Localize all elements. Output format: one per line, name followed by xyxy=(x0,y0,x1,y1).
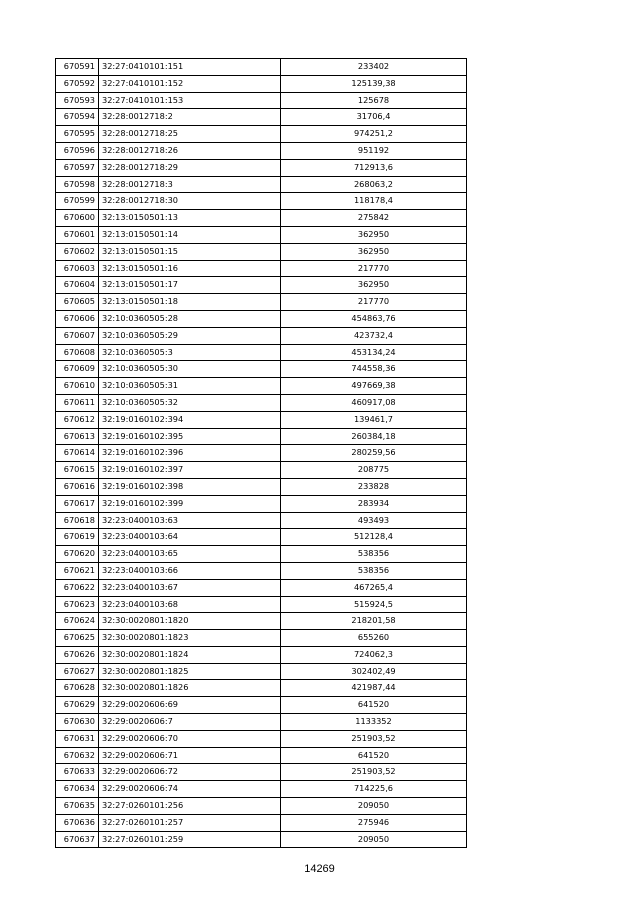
value-cell: 268063,2 xyxy=(281,176,467,193)
value-cell: 209050 xyxy=(281,798,467,815)
row-number-cell: 670624 xyxy=(56,613,99,630)
value-cell: 655260 xyxy=(281,630,467,647)
row-number-cell: 670598 xyxy=(56,176,99,193)
cadastral-number-cell: 32:30:0020801:1820 xyxy=(99,613,281,630)
cadastral-number-cell: 32:10:0360505:28 xyxy=(99,310,281,327)
table-row xyxy=(56,730,467,747)
cadastral-number-cell: 32:29:0020606:72 xyxy=(99,764,281,781)
cadastral-number-cell: 32:13:0150501:13 xyxy=(99,210,281,227)
cadastral-number-cell: 32:29:0020606:74 xyxy=(99,781,281,798)
cadastral-number-cell: 32:30:0020801:1826 xyxy=(99,680,281,697)
row-number-cell: 670597 xyxy=(56,159,99,176)
table-row xyxy=(56,226,467,243)
value-cell: 974251,2 xyxy=(281,126,467,143)
row-number-cell: 670616 xyxy=(56,478,99,495)
value-cell: 251903,52 xyxy=(281,730,467,747)
table-row xyxy=(56,512,467,529)
cadastral-number-cell: 32:29:0020606:71 xyxy=(99,747,281,764)
value-cell: 641520 xyxy=(281,747,467,764)
row-number-cell: 670621 xyxy=(56,562,99,579)
table-row xyxy=(56,176,467,193)
table-row xyxy=(56,579,467,596)
cadastral-number-cell: 32:28:0012718:29 xyxy=(99,159,281,176)
value-cell: 362950 xyxy=(281,243,467,260)
cadastral-number-cell: 32:28:0012718:30 xyxy=(99,193,281,210)
cadastral-number-cell: 32:28:0012718:2 xyxy=(99,109,281,126)
cadastral-number-cell: 32:13:0150501:15 xyxy=(99,243,281,260)
cadastral-number-cell: 32:19:0160102:396 xyxy=(99,445,281,462)
cadastral-number-cell: 32:19:0160102:399 xyxy=(99,495,281,512)
value-cell: 712913,6 xyxy=(281,159,467,176)
value-cell: 218201,58 xyxy=(281,613,467,630)
row-number-cell: 670630 xyxy=(56,714,99,731)
table-row xyxy=(56,310,467,327)
row-number-cell: 670610 xyxy=(56,378,99,395)
row-number-cell: 670596 xyxy=(56,142,99,159)
table-row xyxy=(56,327,467,344)
table-row xyxy=(56,243,467,260)
value-cell: 233402 xyxy=(281,59,467,76)
cadastral-number-cell: 32:23:0400103:64 xyxy=(99,529,281,546)
cadastral-number-cell: 32:10:0360505:3 xyxy=(99,344,281,361)
value-cell: 217770 xyxy=(281,260,467,277)
value-cell: 275946 xyxy=(281,814,467,831)
cadastral-number-cell: 32:29:0020606:7 xyxy=(99,714,281,731)
table-row xyxy=(56,361,467,378)
row-number-cell: 670637 xyxy=(56,831,99,848)
cadastral-number-cell: 32:19:0160102:394 xyxy=(99,411,281,428)
value-cell: 467265,4 xyxy=(281,579,467,596)
row-number-cell: 670625 xyxy=(56,630,99,647)
value-cell: 362950 xyxy=(281,277,467,294)
table-row xyxy=(56,781,467,798)
row-number-cell: 670612 xyxy=(56,411,99,428)
cadastral-number-cell: 32:27:0410101:152 xyxy=(99,75,281,92)
row-number-cell: 670607 xyxy=(56,327,99,344)
page-number: 14269 xyxy=(304,863,335,875)
table-row xyxy=(56,831,467,848)
table-row xyxy=(56,462,467,479)
table-row xyxy=(56,193,467,210)
value-cell: 233828 xyxy=(281,478,467,495)
cadastral-number-cell: 32:27:0260101:259 xyxy=(99,831,281,848)
cadastral-number-cell: 32:13:0150501:14 xyxy=(99,226,281,243)
row-number-cell: 670594 xyxy=(56,109,99,126)
row-number-cell: 670634 xyxy=(56,781,99,798)
value-cell: 209050 xyxy=(281,831,467,848)
table-row xyxy=(56,562,467,579)
row-number-cell: 670619 xyxy=(56,529,99,546)
cadastral-number-cell: 32:29:0020606:69 xyxy=(99,697,281,714)
row-number-cell: 670618 xyxy=(56,512,99,529)
value-cell: 453134,24 xyxy=(281,344,467,361)
value-cell: 125678 xyxy=(281,92,467,109)
cadastral-number-cell: 32:19:0160102:397 xyxy=(99,462,281,479)
value-cell: 125139,38 xyxy=(281,75,467,92)
cadastral-number-cell: 32:13:0150501:16 xyxy=(99,260,281,277)
cadastral-number-cell: 32:13:0150501:18 xyxy=(99,294,281,311)
row-number-cell: 670617 xyxy=(56,495,99,512)
table-row xyxy=(56,495,467,512)
row-number-cell: 670593 xyxy=(56,92,99,109)
value-cell: 460917,08 xyxy=(281,394,467,411)
cadastral-number-cell: 32:30:0020801:1825 xyxy=(99,663,281,680)
cadastral-number-cell: 32:13:0150501:17 xyxy=(99,277,281,294)
table-row xyxy=(56,663,467,680)
value-cell: 512128,4 xyxy=(281,529,467,546)
value-cell: 744558,36 xyxy=(281,361,467,378)
row-number-cell: 670636 xyxy=(56,814,99,831)
cadastral-number-cell: 32:28:0012718:26 xyxy=(99,142,281,159)
table-row xyxy=(56,159,467,176)
table-row xyxy=(56,142,467,159)
row-number-cell: 670604 xyxy=(56,277,99,294)
cadastral-number-cell: 32:27:0410101:153 xyxy=(99,92,281,109)
table-row xyxy=(56,747,467,764)
row-number-cell: 670615 xyxy=(56,462,99,479)
table-row xyxy=(56,714,467,731)
value-cell: 217770 xyxy=(281,294,467,311)
table-row xyxy=(56,294,467,311)
table-row xyxy=(56,613,467,630)
row-number-cell: 670628 xyxy=(56,680,99,697)
row-number-cell: 670611 xyxy=(56,394,99,411)
cadastral-number-cell: 32:23:0400103:67 xyxy=(99,579,281,596)
row-number-cell: 670602 xyxy=(56,243,99,260)
value-cell: 641520 xyxy=(281,697,467,714)
value-cell: 283934 xyxy=(281,495,467,512)
row-number-cell: 670601 xyxy=(56,226,99,243)
table-row xyxy=(56,210,467,227)
value-cell: 538356 xyxy=(281,562,467,579)
table-row xyxy=(56,814,467,831)
value-cell: 454863,76 xyxy=(281,310,467,327)
row-number-cell: 670609 xyxy=(56,361,99,378)
table-row xyxy=(56,277,467,294)
table-row xyxy=(56,764,467,781)
table-row xyxy=(56,260,467,277)
row-number-cell: 670605 xyxy=(56,294,99,311)
value-cell: 362950 xyxy=(281,226,467,243)
row-number-cell: 670626 xyxy=(56,646,99,663)
value-cell: 31706,4 xyxy=(281,109,467,126)
cadastral-number-cell: 32:30:0020801:1823 xyxy=(99,630,281,647)
value-cell: 251903,52 xyxy=(281,764,467,781)
row-number-cell: 670599 xyxy=(56,193,99,210)
table-row xyxy=(56,344,467,361)
row-number-cell: 670608 xyxy=(56,344,99,361)
row-number-cell: 670600 xyxy=(56,210,99,227)
row-number-cell: 670623 xyxy=(56,596,99,613)
row-number-cell: 670613 xyxy=(56,428,99,445)
table-row xyxy=(56,411,467,428)
registry-table xyxy=(55,58,467,848)
value-cell: 421987,44 xyxy=(281,680,467,697)
value-cell: 275842 xyxy=(281,210,467,227)
cadastral-number-cell: 32:28:0012718:25 xyxy=(99,126,281,143)
row-number-cell: 670622 xyxy=(56,579,99,596)
value-cell: 139461,7 xyxy=(281,411,467,428)
value-cell: 260384,18 xyxy=(281,428,467,445)
cadastral-number-cell: 32:23:0400103:66 xyxy=(99,562,281,579)
table-row xyxy=(56,428,467,445)
cadastral-number-cell: 32:27:0410101:151 xyxy=(99,59,281,76)
table-row xyxy=(56,92,467,109)
row-number-cell: 670620 xyxy=(56,546,99,563)
value-cell: 951192 xyxy=(281,142,467,159)
row-number-cell: 670606 xyxy=(56,310,99,327)
value-cell: 118178,4 xyxy=(281,193,467,210)
value-cell: 493493 xyxy=(281,512,467,529)
table-row xyxy=(56,596,467,613)
table-row xyxy=(56,394,467,411)
table-row xyxy=(56,546,467,563)
value-cell: 714225,6 xyxy=(281,781,467,798)
row-number-cell: 670631 xyxy=(56,730,99,747)
cadastral-number-cell: 32:10:0360505:32 xyxy=(99,394,281,411)
value-cell: 515924,5 xyxy=(281,596,467,613)
cadastral-number-cell: 32:23:0400103:65 xyxy=(99,546,281,563)
row-number-cell: 670592 xyxy=(56,75,99,92)
table-row xyxy=(56,646,467,663)
cadastral-number-cell: 32:19:0160102:398 xyxy=(99,478,281,495)
row-number-cell: 670627 xyxy=(56,663,99,680)
value-cell: 280259,56 xyxy=(281,445,467,462)
value-cell: 302402,49 xyxy=(281,663,467,680)
table-row xyxy=(56,478,467,495)
table-row xyxy=(56,445,467,462)
cadastral-number-cell: 32:27:0260101:256 xyxy=(99,798,281,815)
row-number-cell: 670629 xyxy=(56,697,99,714)
row-number-cell: 670635 xyxy=(56,798,99,815)
row-number-cell: 670632 xyxy=(56,747,99,764)
value-cell: 423732,4 xyxy=(281,327,467,344)
row-number-cell: 670603 xyxy=(56,260,99,277)
row-number-cell: 670614 xyxy=(56,445,99,462)
row-number-cell: 670595 xyxy=(56,126,99,143)
table-row xyxy=(56,697,467,714)
table-row xyxy=(56,529,467,546)
cadastral-number-cell: 32:10:0360505:29 xyxy=(99,327,281,344)
table-row xyxy=(56,378,467,395)
table-row xyxy=(56,109,467,126)
value-cell: 208775 xyxy=(281,462,467,479)
cadastral-number-cell: 32:23:0400103:68 xyxy=(99,596,281,613)
value-cell: 497669,38 xyxy=(281,378,467,395)
cadastral-number-cell: 32:23:0400103:63 xyxy=(99,512,281,529)
cadastral-number-cell: 32:29:0020606:70 xyxy=(99,730,281,747)
cadastral-number-cell: 32:19:0160102:395 xyxy=(99,428,281,445)
table-row xyxy=(56,680,467,697)
row-number-cell: 670633 xyxy=(56,764,99,781)
table-row xyxy=(56,59,467,76)
table-row xyxy=(56,630,467,647)
registry-table-body xyxy=(56,59,467,848)
table-row xyxy=(56,798,467,815)
value-cell: 724062,3 xyxy=(281,646,467,663)
cadastral-number-cell: 32:10:0360505:30 xyxy=(99,361,281,378)
table-row xyxy=(56,126,467,143)
cadastral-number-cell: 32:28:0012718:3 xyxy=(99,176,281,193)
value-cell: 1133352 xyxy=(281,714,467,731)
cadastral-number-cell: 32:10:0360505:31 xyxy=(99,378,281,395)
cadastral-number-cell: 32:27:0260101:257 xyxy=(99,814,281,831)
cadastral-number-cell: 32:30:0020801:1824 xyxy=(99,646,281,663)
value-cell: 538356 xyxy=(281,546,467,563)
row-number-cell: 670591 xyxy=(56,59,99,76)
table-row xyxy=(56,75,467,92)
